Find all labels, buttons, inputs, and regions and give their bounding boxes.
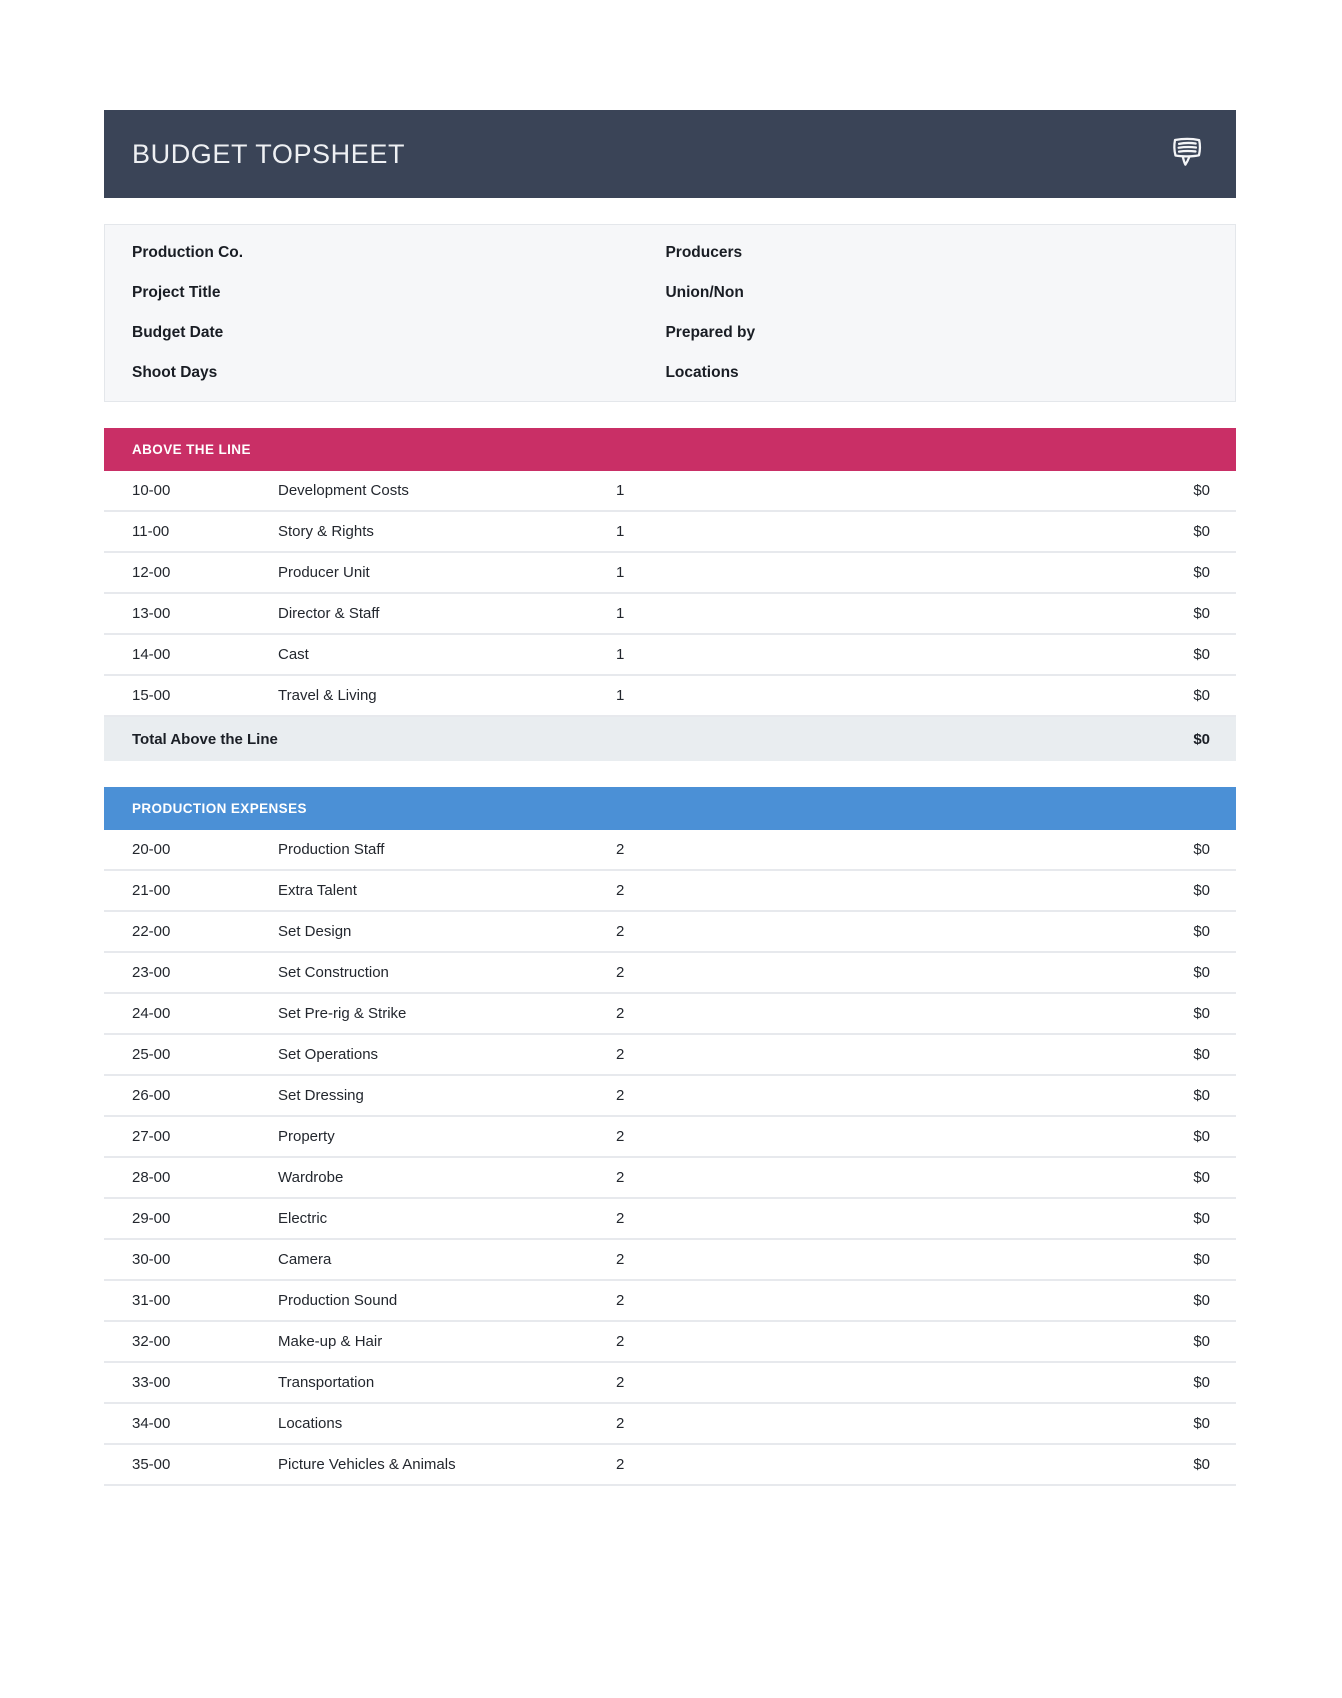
total-amount: $0 <box>1193 730 1210 748</box>
amount-cell: $0 <box>1193 1251 1210 1268</box>
description-cell: Story & Rights <box>278 523 374 540</box>
units-cell: 2 <box>616 923 625 940</box>
budget-line-row[interactable] <box>104 1322 1236 1363</box>
units-cell: 2 <box>616 1169 625 1186</box>
budget-line-row[interactable] <box>104 1158 1236 1199</box>
description-cell: Producer Unit <box>278 564 370 581</box>
info-field <box>665 313 1235 353</box>
info-field-label: Shoot Days <box>132 364 218 381</box>
amount-cell: $0 <box>1193 923 1210 940</box>
production-info-panel <box>104 224 1236 402</box>
account-number-cell: 31-00 <box>132 1292 171 1309</box>
account-number-cell: 12-00 <box>132 564 171 581</box>
units-cell: 2 <box>616 1087 625 1104</box>
units-cell: 1 <box>616 482 625 499</box>
section-title: ABOVE THE LINE <box>132 442 251 457</box>
info-field <box>132 313 665 353</box>
budget-line-row[interactable] <box>104 471 1236 512</box>
amount-cell: $0 <box>1193 1087 1210 1104</box>
amount-cell: $0 <box>1193 1046 1210 1063</box>
units-cell: 2 <box>616 882 625 899</box>
description-cell: Make-up & Hair <box>278 1333 383 1350</box>
budget-sections <box>104 428 1236 1486</box>
account-number-cell: 15-00 <box>132 687 171 704</box>
info-column-left <box>105 233 665 393</box>
amount-cell: $0 <box>1193 564 1210 581</box>
description-cell: Set Pre-rig & Strike <box>278 1005 407 1022</box>
info-field <box>665 273 1235 313</box>
description-cell: Set Operations <box>278 1046 379 1063</box>
units-cell: 2 <box>616 1128 625 1145</box>
section-rows <box>104 830 1236 1486</box>
budget-line-row[interactable] <box>104 912 1236 953</box>
account-number-cell: 28-00 <box>132 1169 171 1186</box>
description-cell: Production Sound <box>278 1292 398 1309</box>
info-field-label: Budget Date <box>132 324 224 341</box>
page-title: BUDGET TOPSHEET <box>132 138 406 169</box>
account-number-cell: 25-00 <box>132 1046 171 1063</box>
description-cell: Travel & Living <box>278 687 377 704</box>
info-field <box>132 273 665 313</box>
units-cell: 2 <box>616 1005 625 1022</box>
amount-cell: $0 <box>1193 1333 1210 1350</box>
amount-cell: $0 <box>1193 646 1210 663</box>
info-field-label: Prepared by <box>665 324 756 341</box>
info-field-label: Union/Non <box>665 284 744 301</box>
budget-line-row[interactable] <box>104 1117 1236 1158</box>
budget-line-row[interactable] <box>104 1445 1236 1486</box>
amount-cell: $0 <box>1193 1374 1210 1391</box>
amount-cell: $0 <box>1193 964 1210 981</box>
section-total-row <box>104 717 1236 761</box>
account-number-cell: 29-00 <box>132 1210 171 1227</box>
description-cell: Set Dressing <box>278 1087 364 1104</box>
budget-line-row[interactable] <box>104 1035 1236 1076</box>
info-field-label: Locations <box>665 364 739 381</box>
account-number-cell: 22-00 <box>132 923 171 940</box>
units-cell: 2 <box>616 1333 625 1350</box>
account-number-cell: 35-00 <box>132 1456 171 1473</box>
account-number-cell: 27-00 <box>132 1128 171 1145</box>
amount-cell: $0 <box>1193 687 1210 704</box>
budget-line-row[interactable] <box>104 871 1236 912</box>
description-cell: Extra Talent <box>278 882 357 899</box>
amount-cell: $0 <box>1193 482 1210 499</box>
account-number-cell: 11-00 <box>132 523 170 540</box>
account-number-cell: 20-00 <box>132 841 171 858</box>
description-cell: Transportation <box>278 1374 375 1391</box>
units-cell: 1 <box>616 605 625 622</box>
info-field <box>665 353 1235 393</box>
account-number-cell: 26-00 <box>132 1087 171 1104</box>
budget-line-row[interactable] <box>104 994 1236 1035</box>
account-number-cell: 13-00 <box>132 605 171 622</box>
description-cell: Set Construction <box>278 964 389 981</box>
account-number-cell: 24-00 <box>132 1005 171 1022</box>
amount-cell: $0 <box>1193 605 1210 622</box>
units-cell: 2 <box>616 1210 625 1227</box>
topsheet-header <box>104 110 1236 198</box>
units-cell: 2 <box>616 1251 625 1268</box>
amount-cell: $0 <box>1193 1169 1210 1186</box>
budget-line-row[interactable] <box>104 553 1236 594</box>
units-cell: 2 <box>616 1415 625 1432</box>
amount-cell: $0 <box>1193 1210 1210 1227</box>
budget-line-row[interactable] <box>104 953 1236 994</box>
budget-section <box>104 428 1236 761</box>
info-field <box>132 353 665 393</box>
description-cell: Director & Staff <box>278 605 380 622</box>
description-cell: Camera <box>278 1251 332 1268</box>
units-cell: 2 <box>616 1046 625 1063</box>
section-title: PRODUCTION EXPENSES <box>132 801 307 816</box>
account-number-cell: 32-00 <box>132 1333 171 1350</box>
info-field <box>132 233 665 273</box>
description-cell: Electric <box>278 1210 328 1227</box>
budget-line-row[interactable] <box>104 1076 1236 1117</box>
budget-line-row[interactable] <box>104 1240 1236 1281</box>
budget-line-row[interactable] <box>104 512 1236 553</box>
total-label: Total Above the Line <box>132 730 278 748</box>
account-number-cell: 14-00 <box>132 646 171 663</box>
account-number-cell: 23-00 <box>132 964 171 981</box>
budget-line-row[interactable] <box>104 594 1236 635</box>
info-field-label: Producers <box>665 244 743 261</box>
description-cell: Cast <box>278 646 309 663</box>
description-cell: Locations <box>278 1415 343 1432</box>
amount-cell: $0 <box>1193 841 1210 858</box>
units-cell: 1 <box>616 564 625 581</box>
budget-line-row[interactable] <box>104 1281 1236 1322</box>
account-number-cell: 33-00 <box>132 1374 171 1391</box>
account-number-cell: 10-00 <box>132 482 171 499</box>
budget-line-row[interactable] <box>104 635 1236 676</box>
amount-cell: $0 <box>1193 1128 1210 1145</box>
budget-section <box>104 787 1236 1486</box>
units-cell: 2 <box>616 964 625 981</box>
budget-line-row[interactable] <box>104 1363 1236 1404</box>
account-number-cell: 34-00 <box>132 1415 171 1432</box>
units-cell: 2 <box>616 841 625 858</box>
budget-line-row[interactable] <box>104 676 1236 717</box>
info-field-label: Project Title <box>132 284 221 301</box>
account-number-cell: 30-00 <box>132 1251 171 1268</box>
amount-cell: $0 <box>1193 1456 1210 1473</box>
budget-line-row[interactable] <box>104 1199 1236 1240</box>
units-cell: 1 <box>616 687 625 704</box>
budget-line-row[interactable] <box>104 1404 1236 1445</box>
description-cell: Production Staff <box>278 841 385 858</box>
amount-cell: $0 <box>1193 882 1210 899</box>
budget-topsheet-page <box>104 110 1236 1486</box>
section-header-bar <box>104 428 1236 471</box>
units-cell: 2 <box>616 1292 625 1309</box>
info-field-label: Production Co. <box>132 244 244 261</box>
units-cell: 2 <box>616 1374 625 1391</box>
description-cell: Set Design <box>278 923 352 940</box>
amount-cell: $0 <box>1193 1005 1210 1022</box>
section-rows <box>104 471 1236 761</box>
description-cell: Property <box>278 1128 335 1145</box>
amount-cell: $0 <box>1193 523 1210 540</box>
amount-cell: $0 <box>1193 1292 1210 1309</box>
budget-line-row[interactable] <box>104 830 1236 871</box>
amount-cell: $0 <box>1193 1415 1210 1432</box>
info-field <box>665 233 1235 273</box>
units-cell: 2 <box>616 1456 625 1473</box>
comment-bubble-icon[interactable] <box>1168 131 1208 177</box>
units-cell: 1 <box>616 523 625 540</box>
description-cell: Picture Vehicles & Animals <box>278 1456 456 1473</box>
section-header-bar <box>104 787 1236 830</box>
account-number-cell: 21-00 <box>132 882 171 899</box>
description-cell: Wardrobe <box>278 1169 344 1186</box>
units-cell: 1 <box>616 646 625 663</box>
info-column-right <box>665 233 1235 393</box>
description-cell: Development Costs <box>278 482 409 499</box>
